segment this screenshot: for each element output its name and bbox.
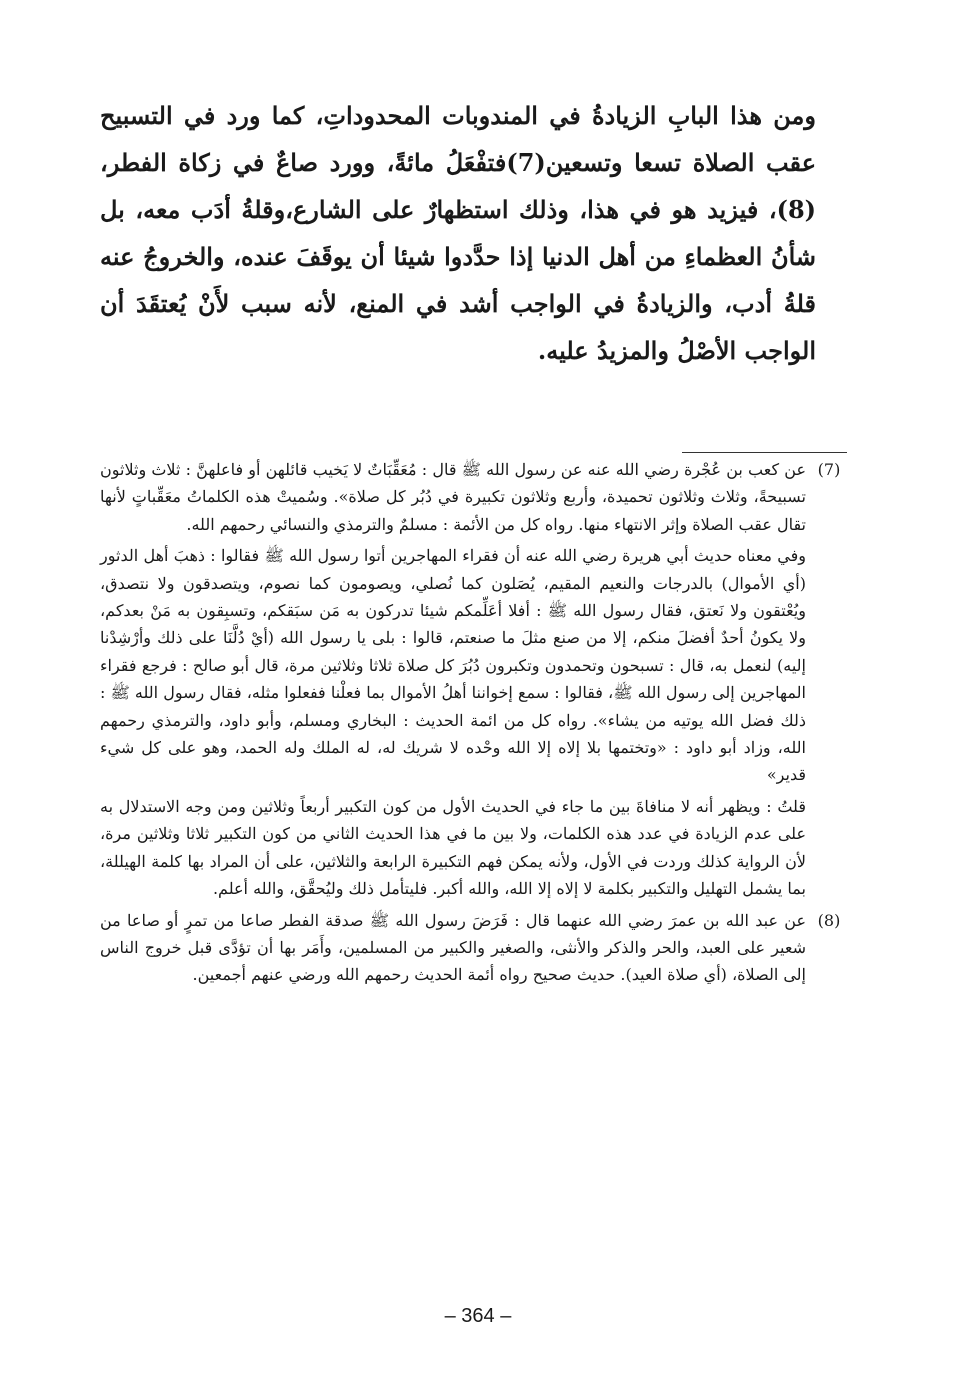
page-number: – 364 – xyxy=(444,1305,512,1327)
footnote-paragraph: عن عبد الله بن عمرَ رضي الله عنهما قال : فَرَضَ رسول الله ﷺ صدقة الفطر صاعا من تمرٍ أو صاعا من شعير على العبد، والحر والذكر والأنثى، والصغير والكبير من المسلمين، وأَمَر بها أن تؤدَّى قبل خروج الناس إلى الصلاة، (أي صلاة العيد). حديث صحيح رواه أئمة الحديث رحمهم الله ورضي عنهم أجمعين. xyxy=(100,910,806,985)
footnotes-block xyxy=(100,456,852,989)
main-paragraph: ومن هذا البابِ الزيادةُ في المندوبات المحدوداتِ، كما ورد في التسبيح عقب الصلاة تسعا وتسعين(7)فتفْعَلُ مائةً، وورد صاعٌ في زكاة الفطر،(8)، فيزيد هو في هذا، وذلك استظهارٌ على الشارع،وقلةُ أدَب معه، بل شأنُ العظماءِ من أهل الدنيا إذا حدَّدوا شيئا أن يوقَفَ عنده، والخروجُ عنه قلةُ أدب، والزيادةُ في الواجب أشد في المنع، لأنه سبب لأَنْ يُعتقَدَ أن الواجب الأصْلُ والمزيدُ عليه. xyxy=(100,101,817,365)
footnote-body xyxy=(100,456,806,903)
footnote-7 xyxy=(100,456,852,903)
footnote-paragraph: وفي معناه حديث أبي هريرة رضي الله عنه أن فقراء المهاجرين أتوا رسول الله ﷺ فقالوا : ذهبَ أهل الدثور (أي الأموال) بالدرجات والنعيم المقيم، يُصَلون كما نُصلي، ويصومون كما نصوم، ويتصدقون ولا نتصدق، ويُعْتقون ولا نَعتق، فقال رسول الله ﷺ : أفلا أعَلِّمكم شيئا تدركون به مَن سبَقكم، وتسبِقون به مَنْ بعدكم، ولا يكونُ أحدٌ أفضلَ منكم، إلا من صنع مثلَ ما صنعتم، قالوا : بلى يا رسول الله (أيْ دُلَّنَا على ذلك وأرْشِدْنا إليه) لنعمل به، قال : تسبحون وتحمدون وتكبرون دُبُرَ كل صلاة ثلاثا وثلاثين مرة، قال أبو صالح : فرجع فقراء المهاجرين إلى رسول الله ﷺ، فقالوا : سمع إخواننا أهلُ الأموال بما فعلْنا ففعلوا مثله، فقال رسول الله ﷺ : ذلك فضل الله يوتيه من يشاء». رواه كل من ائمة الحديث : البخاري ومسلم، وأبو داود، والترمذي رحمهم الله، وزاد أبو داود : «وتختمها بلا إلاه إلا الله وحْده لا شريك له، له الملك وله الحمد، وهو على كل شيء قدير» xyxy=(100,546,806,785)
footnote-number: (7) xyxy=(817,460,841,479)
footnote-separator xyxy=(682,452,847,453)
main-text-block xyxy=(100,92,816,374)
footnote-body xyxy=(100,907,806,989)
footnote-8 xyxy=(100,907,852,989)
footnote-paragraph: عن كعب بن عُجْرة رضي الله عنه عن رسول الله ﷺ قال : مُعَقِّبَاتٌ لا يَخيب قائلهن أو فاعلهنَّ : ثلاث وثلاثون تسبيحةً، وثلاث وثلاثون تحميدة، وأربع وثلاثون تكبيرة في دُبُر كل صلاة». وسُميتْ هذه الكلماتُ معَقِّباتٍ لأنها تقال عقب الصلاة وإثر الانتهاء منها. رواه كل من الأئمة : مسلمٌ والترمذي والنسائي رحمهم الله. xyxy=(100,460,806,534)
footnote-paragraph: قلتُ : ويظهر أنه لا منافاةَ بين ما جاء في الحديث الأول من كون التكبير أربعاً وثلاثين ومن وجه الاستدلال به على عدم الزيادة في عدد هذه الكلمات، ولا بين ما في هذا الحديث الثاني من كون التكبير ثلاثا وثلاثين مرة، لأن الرواية كذلك وردت في الأول، ولأنه يمكن فهم التكبيرة الرابعة والثلاثين، على أن المراد بها كلمة الهيللة، بما يشمل التهليل والتكبير بكلمة لا إلاه إلا الله، والله أكبر. فليتأمل ذلك وليُحقَّق، والله أعلم. xyxy=(100,796,807,899)
footnote-number: (8) xyxy=(817,910,841,930)
